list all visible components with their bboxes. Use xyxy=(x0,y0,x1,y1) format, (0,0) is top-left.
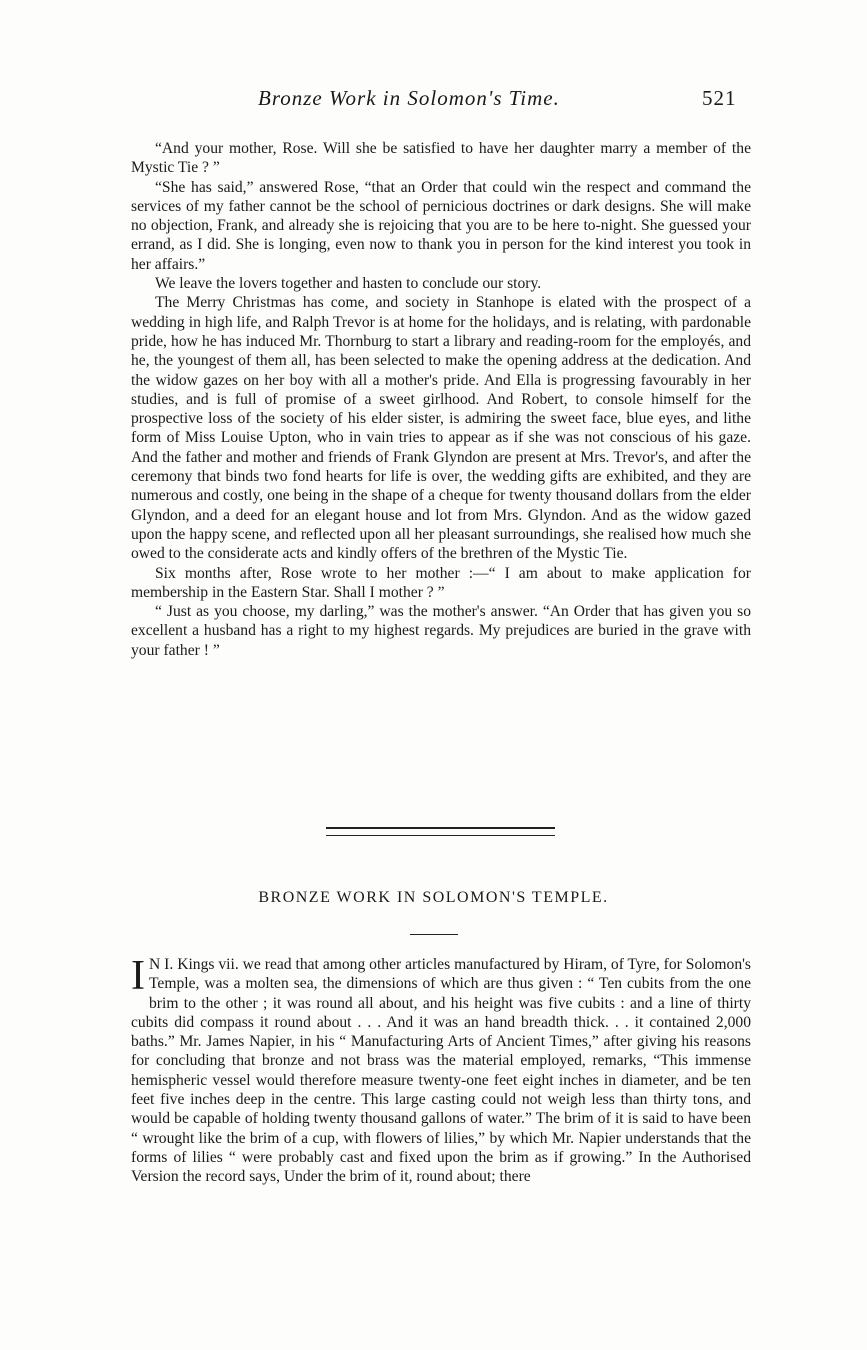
story-paragraph: “And your mother, Rose. Will she be satisfied to have her daughter marry a member of the Mystic Tie ? ” xyxy=(131,140,751,177)
article-text: N I. Kings vii. we read that among other articles manufactured by Hiram, of Tyre, for Solomon's Temple, was a molten sea, the dimensions of which are thus given : “ Ten cubits from the one brim to the other ; it was round all about, and his height was five cubits : and a line of thirty cubits did compass it round about . . . And it was an hand breadth thick. . . it contained 2,000 baths.” Mr. James Napier, in his “ Manufacturing Arts of Ancient Times,” after giving his reasons for concluding that bronze and not brass was the material employed, remarks, “This immense hemispheric vessel would therefore measure twenty-one feet eight inches in diameter, and be ten feet five inches deep in the centre. This large casting could not weigh less than thirty tons, and would be capable of holding twenty thousand gallons of water.” The brim of it is said to have been “ wrought like the brim of a cup, with flowers of lilies,” by which Mr. Napier understands that the forms of lilies “ were probably cast and fixed upon the brim as if growing.” In the Authorised Version the record says, Under the brim of it, round about; there xyxy=(131,956,751,1186)
section-title: BRONZE WORK IN SOLOMON'S TEMPLE. xyxy=(258,889,609,906)
page-number: 521 xyxy=(702,86,737,110)
story-paragraph: “ Just as you choose, my darling,” was the mother's answer. “An Order that has given you so excellent a husband has a right to my highest regards. My prejudices are buried in the grave with your father ! ” xyxy=(131,603,751,659)
story-paragraph: We leave the lovers together and hasten to conclude our story. xyxy=(155,275,542,293)
title-rule xyxy=(410,934,458,935)
article-paragraph xyxy=(131,955,751,1187)
story-paragraph: “She has said,” answered Rose, “that an Order that could win the respect and command the services of my father cannot be the school of pernicious doctrines or dark designs. She will make no objection, Frank, and already she is rejoicing that you are to be here to-night. She guessed your errand, as I did. She is longing, even now to thank you in person for the kind interest you took in her affairs.” xyxy=(131,178,751,273)
running-title: Bronze Work in Solomon's Time. xyxy=(258,86,560,110)
story-continuation xyxy=(131,139,751,660)
story-paragraph: The Merry Christmas has come, and society in Stanhope is elated with the prospect of a wedding in high life, and Ralph Trevor is at home for the holidays, and is relating, with pardonable pride, how he has induced Mr. Thornburg to start a library and reading-room for the employés, and he, the youngest of them all, has been selected to make the opening address at the dedication. And the widow gazes on her boy with all a mother's pride. And Ella is progressing favourably in her studies, and is full of promise of a sweet girlhood. And Robert, to console himself for the prospective loss of the society of his elder sister, is admiring the sweet face, blue eyes, and lithe form of Miss Louise Upton, who in vain tries to appear as if she was not conscious of his gaze. And the father and mother and friends of Frank Glyndon are present at Mrs. Trevor's, and after the ceremony that binds two fond hearts for life is over, the wedding gifts are exhibited, and they are numerous and costly, one being in the shape of a cheque for twenty thousand dollars from the elder Glyndon, and a deed for an elegant house and lot from Mrs. Glyndon. And as the widow gazed upon the happy scene, and reflected upon all her pleasant surroundings, she realised how much she owed to the considerate acts and kindly offers of the brethren of the Mystic Tie. xyxy=(131,294,751,563)
drop-cap: I xyxy=(131,953,145,999)
page-header xyxy=(0,86,867,116)
section-divider xyxy=(326,827,555,836)
story-paragraph: Six months after, Rose wrote to her mother :—“ I am about to make application for membership in the Eastern Star. Shall I mother ? ” xyxy=(131,564,751,601)
article-body xyxy=(131,955,751,1187)
